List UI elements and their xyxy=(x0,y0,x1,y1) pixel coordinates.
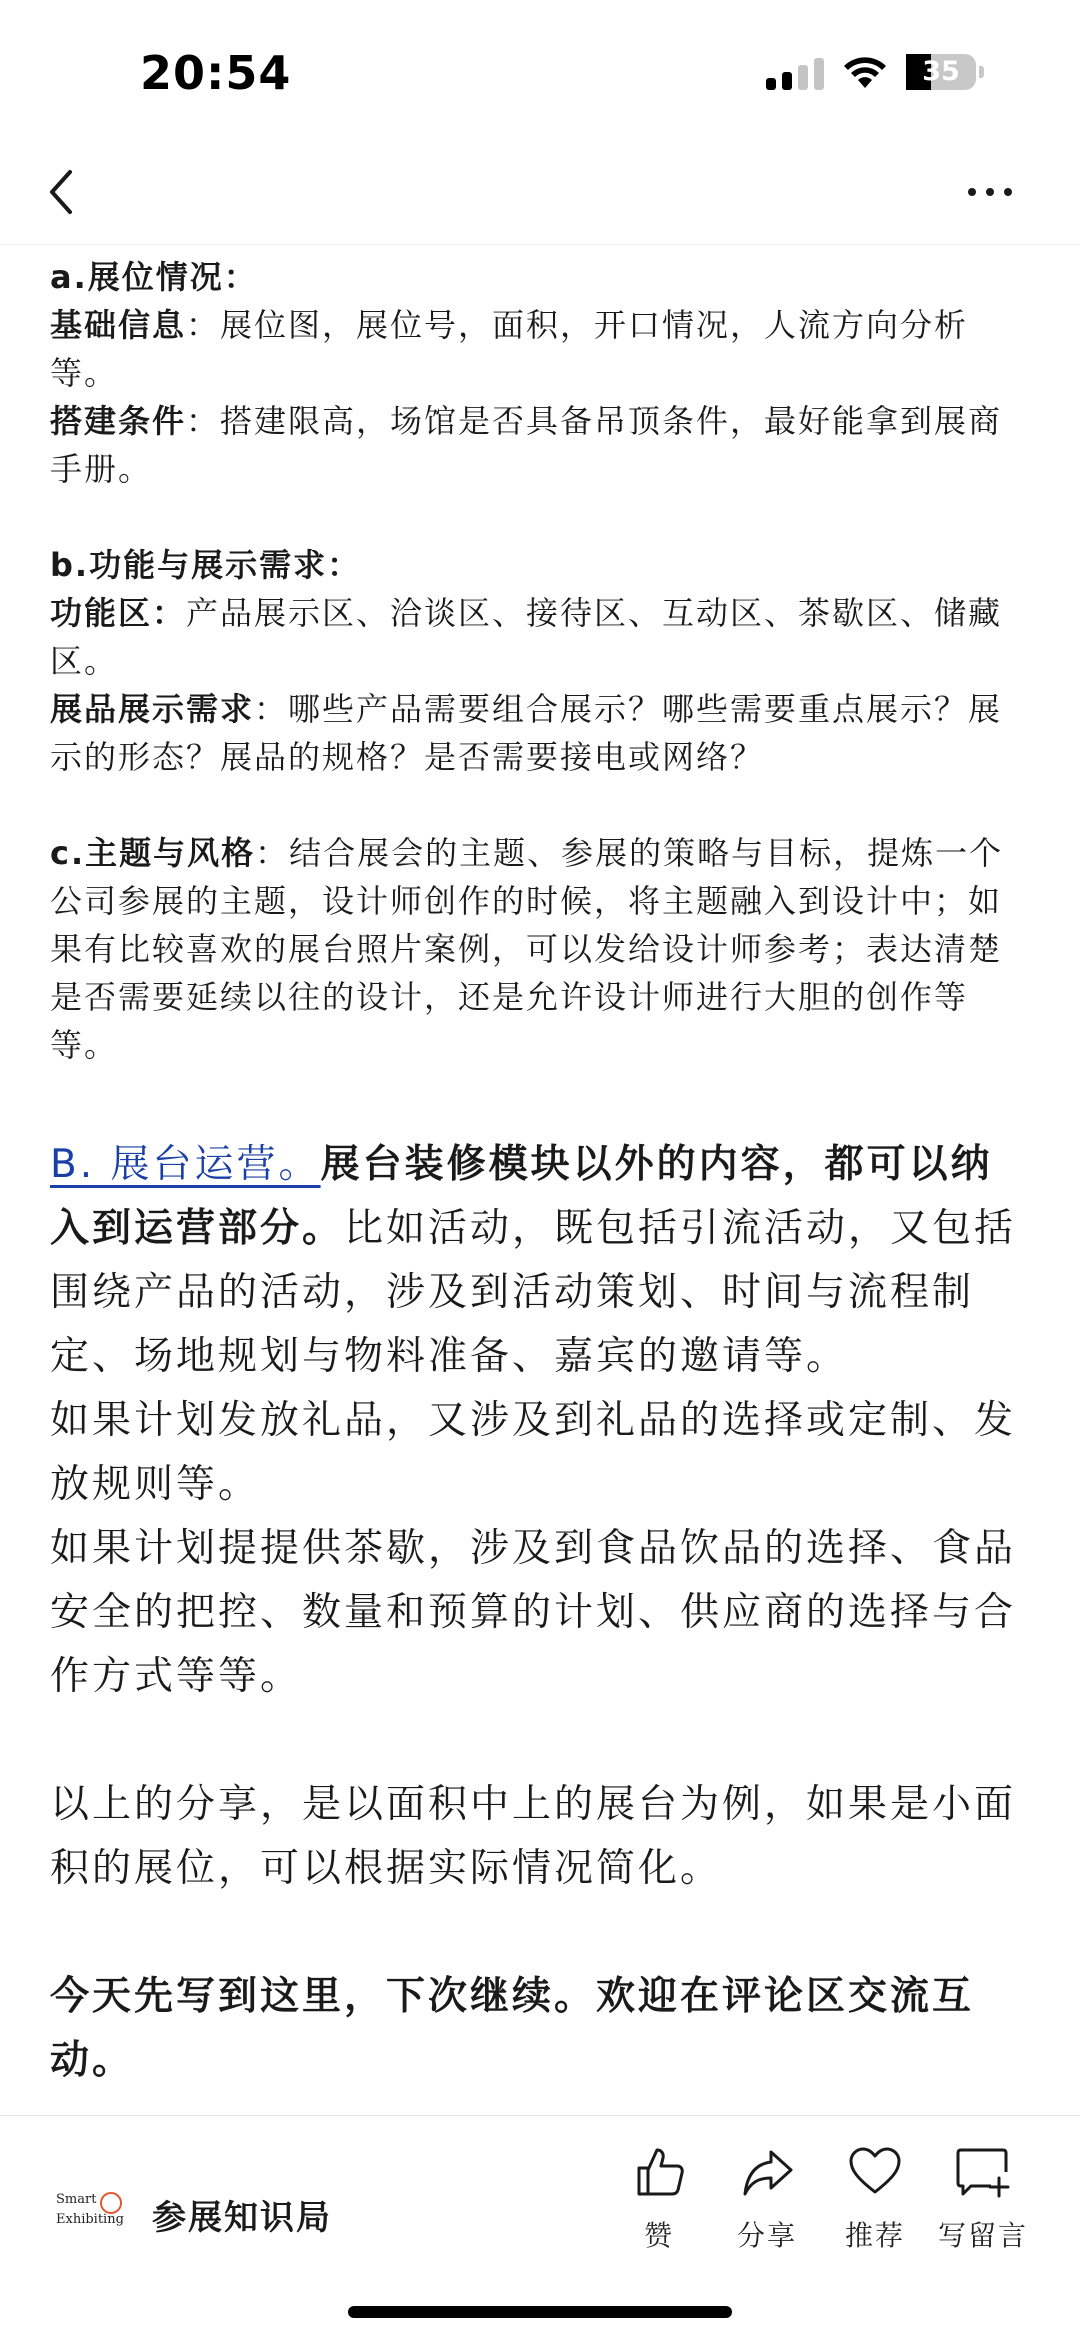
paragraph-tea-break: 如果计划提提供茶歇，涉及到食品饮品的选择、食品安全的把控、数量和预算的计划、供应商的选择与合作方式等等。 xyxy=(50,1526,1017,1699)
paragraph-gifts: 如果计划发放礼品，又涉及到礼品的选择或定制、发放规则等。 xyxy=(50,1398,1017,1507)
battery-icon xyxy=(906,54,986,90)
article-body xyxy=(0,245,1080,2115)
paragraph-summary: 以上的分享，是以面积中上的展台为例，如果是小面积的展位，可以根据实际情况简化。 xyxy=(50,1782,1017,1891)
heading-b-function: b.功能与展示需求： xyxy=(50,546,362,584)
section-b-link[interactable]: B. 展台运营。 xyxy=(50,1142,321,1187)
label-exhibit-needs: 展品展示需求 xyxy=(50,690,255,728)
paragraph-function-area: 功能区：产品展示区、洽谈区、接待区、互动区、茶歇区、储藏区。 xyxy=(50,594,1003,680)
label-theme-style: c.主题与风格 xyxy=(50,834,256,872)
cellular-signal-icon xyxy=(766,58,824,90)
status-time: 20:54 xyxy=(140,46,292,100)
author-name: 参展知识局 xyxy=(152,2198,332,2238)
label-function-area: 功能区： xyxy=(50,594,187,632)
paragraph-exhibit-needs: 展品展示需求：哪些产品需要组合展示？哪些需要重点展示？展示的形态？展品的规格？是否需要接电或网络？ xyxy=(50,690,1003,776)
more-options-icon[interactable] xyxy=(960,162,1020,222)
comment-icon xyxy=(953,2142,1013,2202)
heart-icon xyxy=(845,2142,905,2202)
battery-level: 35 xyxy=(922,56,960,87)
home-indicator[interactable] xyxy=(348,2306,732,2318)
comment-button[interactable]: 写留言 xyxy=(928,2142,1038,2282)
label-basic-info: 基础信息 xyxy=(50,306,187,344)
account-logo: Smart Exhibiting xyxy=(56,2192,124,2227)
paragraph-booth-operation: B. 展台运营。展台装修模块以外的内容，都可以纳入到运营部分。比如活动，既包括引流活动，又包括围绕产品的活动，涉及到活动策划、时间与流程制定、场地规划与物料准备、嘉宾的邀请等。 xyxy=(50,1142,1017,1379)
heading-a-booth-info: a.展位情况： xyxy=(50,258,258,296)
nav-bar xyxy=(0,140,1080,245)
like-button[interactable]: 赞 xyxy=(604,2142,714,2282)
recommend-button[interactable]: 推荐 xyxy=(820,2142,930,2282)
paragraph-build-conditions: 搭建条件：搭建限高，场馆是否具备吊顶条件，最好能拿到展商手册。 xyxy=(50,402,1003,488)
label-build-conditions: 搭建条件 xyxy=(50,402,187,440)
paragraph-theme-style: c.主题与风格：结合展会的主题、参展的策略与目标，提炼一个公司参展的主题，设计师创作的时候，将主题融入到设计中；如果有比较喜欢的展台照片案例，可以发给设计师参考；表达清楚是否需要延续以往的设计，还是允许设计师进行大胆的创作等等。 xyxy=(50,834,1004,1064)
share-icon xyxy=(737,2142,797,2202)
share-button[interactable]: 分享 xyxy=(712,2142,822,2282)
status-bar xyxy=(0,0,1080,140)
thumbs-up-icon xyxy=(629,2142,689,2202)
back-icon[interactable] xyxy=(40,162,100,222)
wifi-icon xyxy=(842,54,888,90)
paragraph-closing: 今天先写到这里，下次继续。欢迎在评论区交流互动。 xyxy=(50,1974,975,2083)
operation-bold-text: 展台装修模块以外的内容，都可以纳入到运营部分。 xyxy=(50,1142,993,1251)
paragraph-basic-info: 基础信息：展位图，展位号，面积，开口情况，人流方向分析等。 xyxy=(50,306,969,392)
